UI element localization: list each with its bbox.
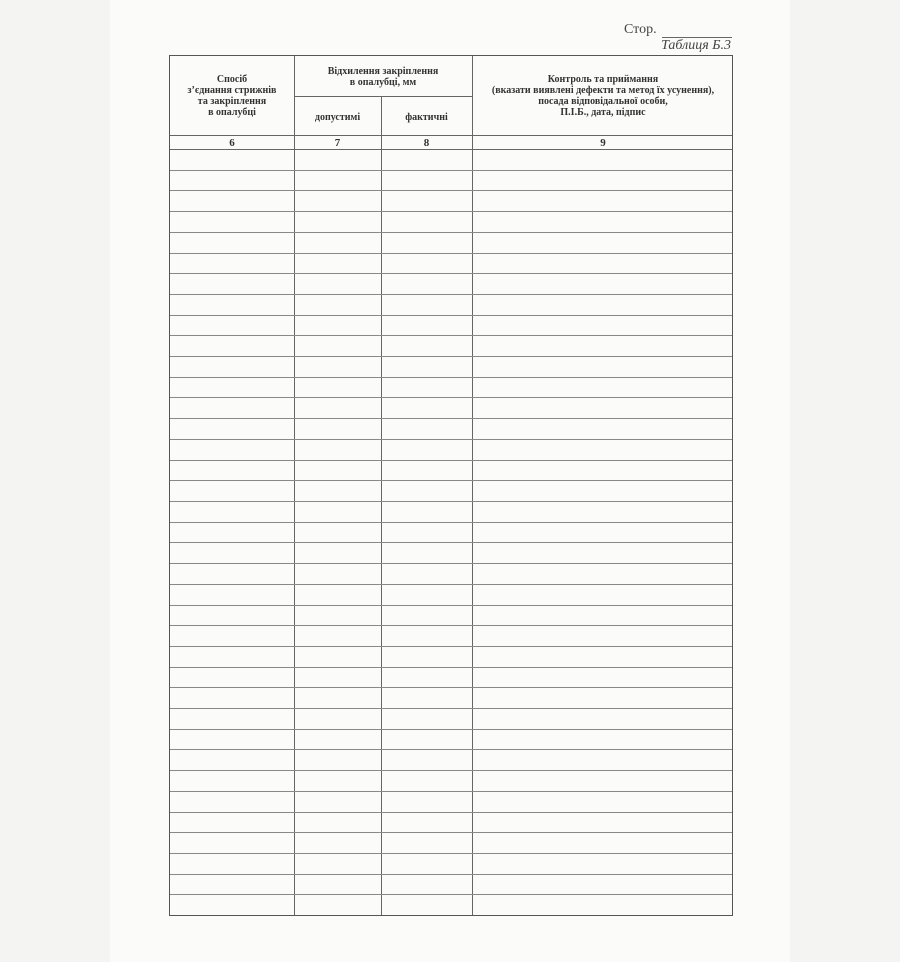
table-row[interactable] bbox=[170, 501, 732, 522]
table-row[interactable] bbox=[170, 397, 732, 418]
column-number-6: 6 bbox=[229, 137, 235, 149]
header-method: Спосіб з’єднання стрижнів та закріплення в опалубці bbox=[187, 74, 277, 118]
table-row[interactable] bbox=[170, 708, 732, 729]
header-subdivider bbox=[294, 96, 472, 97]
header-actual: фактичні bbox=[405, 112, 448, 123]
table-row[interactable] bbox=[170, 894, 732, 915]
table-row[interactable] bbox=[170, 273, 732, 294]
page-number-label: Стор. bbox=[624, 22, 657, 37]
table-row[interactable] bbox=[170, 190, 732, 211]
table-row[interactable] bbox=[170, 812, 732, 833]
table-row[interactable] bbox=[170, 584, 732, 605]
table-row[interactable] bbox=[170, 335, 732, 356]
table-row[interactable] bbox=[170, 563, 732, 584]
table-row[interactable] bbox=[170, 874, 732, 895]
table-row[interactable] bbox=[170, 770, 732, 791]
table-row[interactable] bbox=[170, 377, 732, 398]
table-row[interactable] bbox=[170, 170, 732, 191]
header-allowed: допустимі bbox=[314, 112, 361, 123]
table-row[interactable] bbox=[170, 439, 732, 460]
table-row[interactable] bbox=[170, 294, 732, 315]
table-row[interactable] bbox=[170, 522, 732, 543]
table-row[interactable] bbox=[170, 646, 732, 667]
table-row[interactable] bbox=[170, 667, 732, 688]
table-row[interactable] bbox=[170, 542, 732, 563]
inspection-table bbox=[169, 55, 733, 916]
column-number-7: 7 bbox=[334, 137, 341, 149]
header-deviation: Відхилення закріплення в опалубці, мм bbox=[327, 66, 439, 88]
table-row[interactable] bbox=[170, 687, 732, 708]
table-row[interactable] bbox=[170, 625, 732, 646]
table-row[interactable] bbox=[170, 315, 732, 336]
table-row[interactable] bbox=[170, 211, 732, 232]
table-row[interactable] bbox=[170, 729, 732, 750]
table-row[interactable] bbox=[170, 460, 732, 481]
table-row[interactable] bbox=[170, 356, 732, 377]
table-row[interactable] bbox=[170, 480, 732, 501]
table-row[interactable] bbox=[170, 791, 732, 812]
header-control: Контроль та приймання (вказати виявлені дефекти та метод їх усунення), посада відповідальної особи, П.І.Б., дата, підпис bbox=[491, 74, 715, 118]
header-bottom-line bbox=[170, 135, 732, 136]
table-row[interactable] bbox=[170, 418, 732, 439]
table-row[interactable] bbox=[170, 832, 732, 853]
table-row[interactable] bbox=[170, 232, 732, 253]
table-row[interactable] bbox=[170, 605, 732, 626]
table-row[interactable] bbox=[170, 853, 732, 874]
table-title: Таблиця Б.3 bbox=[661, 38, 731, 53]
column-number-8: 8 bbox=[423, 137, 430, 149]
table-row[interactable] bbox=[170, 149, 732, 170]
table-row[interactable] bbox=[170, 253, 732, 274]
table-row[interactable] bbox=[170, 749, 732, 770]
column-number-9: 9 bbox=[600, 137, 606, 149]
